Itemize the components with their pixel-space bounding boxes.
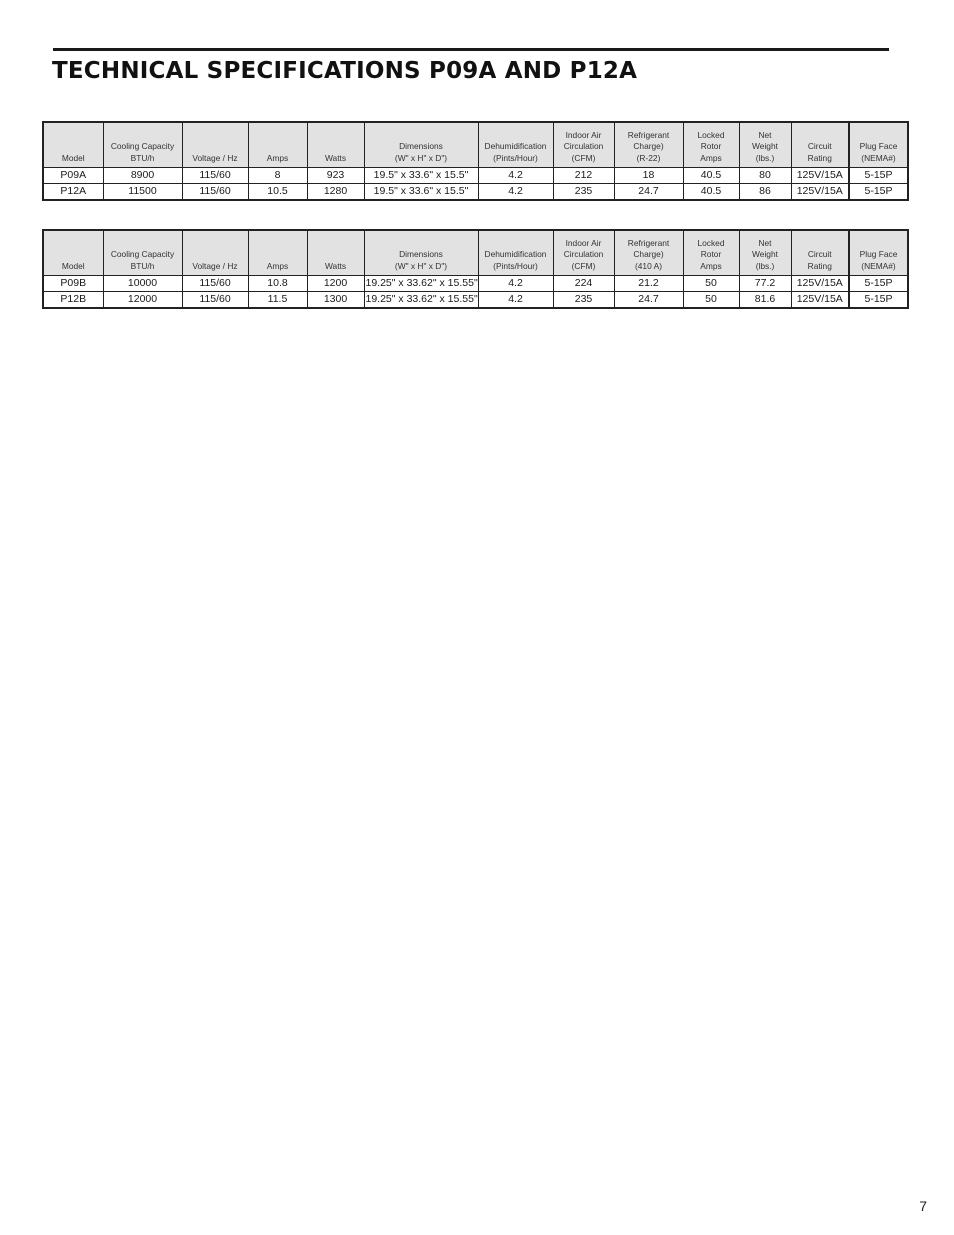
table-cell: 19.25" x 33.62" x 15.55": [364, 292, 478, 309]
table-cell: 5-15P: [849, 168, 908, 184]
header-line: Dehumidification: [484, 249, 547, 259]
header-line: Rating: [807, 152, 832, 163]
table-cell: 115/60: [182, 276, 248, 292]
header-line: Dehumidification: [484, 141, 547, 151]
column-header: [103, 122, 182, 168]
column-header: [307, 122, 364, 168]
table-cell: 19.5" x 33.6" x 15.5": [364, 168, 478, 184]
table-cell: 50: [683, 292, 739, 309]
header-line: Amps: [700, 260, 722, 271]
header-line: Watts: [324, 260, 347, 271]
header-line: Model: [61, 152, 85, 163]
table-cell: 224: [553, 276, 614, 292]
table-cell: 18: [614, 168, 683, 184]
table-cell: 5-15P: [849, 276, 908, 292]
table-cell: 125V/15A: [791, 276, 849, 292]
spec-table-a: [42, 121, 909, 201]
column-header: [614, 230, 683, 276]
table-cell: 1200: [307, 276, 364, 292]
header-line: Net: [758, 237, 772, 248]
column-header: [478, 122, 553, 168]
column-header: [614, 122, 683, 168]
table-cell: 24.7: [614, 292, 683, 309]
header-line: (NEMA#): [861, 152, 896, 163]
table-cell: 235: [553, 292, 614, 309]
header-line: Amps: [266, 260, 289, 271]
table-cell: 77.2: [739, 276, 791, 292]
table-cell: 40.5: [683, 168, 739, 184]
table-cell: P12A: [43, 184, 103, 201]
table-cell: 19.5" x 33.6" x 15.5": [364, 184, 478, 201]
header-line: (410 A): [634, 260, 662, 271]
table-cell: 24.7: [614, 184, 683, 201]
header-line: (lbs.): [755, 260, 775, 271]
header-line: Cooling Capacity: [110, 249, 175, 259]
table-cell: 4.2: [478, 276, 553, 292]
header-line: Locked: [697, 237, 725, 248]
table-cell: 5-15P: [849, 184, 908, 201]
column-header: [364, 122, 478, 168]
header-line: Voltage / Hz: [192, 260, 238, 271]
header-row: [43, 230, 908, 276]
table-cell: 125V/15A: [791, 184, 849, 201]
header-line: BTU/h: [130, 260, 155, 271]
table-row: [43, 168, 908, 184]
table-cell: 923: [307, 168, 364, 184]
column-header: [103, 230, 182, 276]
title-rule: [53, 48, 889, 51]
table-cell: 4.2: [478, 168, 553, 184]
column-header: [553, 230, 614, 276]
table-cell: 12000: [103, 292, 182, 309]
table-cell: 80: [739, 168, 791, 184]
header-line: Circulation: [563, 249, 604, 259]
table-cell: 10.8: [248, 276, 307, 292]
table-cell: 125V/15A: [791, 168, 849, 184]
column-header: [248, 230, 307, 276]
table-cell: 115/60: [182, 168, 248, 184]
column-header: [43, 122, 103, 168]
table-cell: 21.2: [614, 276, 683, 292]
table-cell: 8: [248, 168, 307, 184]
header-line: Cooling Capacity: [110, 141, 175, 151]
header-line: (Pints/Hour): [493, 260, 538, 271]
header-line: (Pints/Hour): [493, 152, 538, 163]
header-line: Rating: [807, 260, 832, 271]
table-cell: 10000: [103, 276, 182, 292]
column-header: [683, 122, 739, 168]
page-title: TECHNICAL SPECIFICATIONS P09A AND P12A: [52, 58, 638, 84]
header-line: Refrigerant: [627, 129, 670, 140]
column-header: [478, 230, 553, 276]
header-row: [43, 122, 908, 168]
header-line: Refrigerant: [627, 237, 670, 248]
header-line: BTU/h: [130, 152, 155, 163]
header-line: Dimensions: [399, 141, 443, 151]
table-cell: 40.5: [683, 184, 739, 201]
table-row: [43, 184, 908, 201]
table-cell: 1280: [307, 184, 364, 201]
column-header: [182, 230, 248, 276]
column-header: [43, 230, 103, 276]
table-cell: 8900: [103, 168, 182, 184]
header-line: Rotor: [700, 249, 722, 259]
header-line: (CFM): [571, 152, 596, 163]
column-header: [791, 122, 849, 168]
header-line: Weight: [752, 141, 778, 151]
table-row: [43, 276, 908, 292]
table-cell: 11500: [103, 184, 182, 201]
header-line: Model: [61, 260, 85, 271]
column-header: [739, 122, 791, 168]
table-cell: 50: [683, 276, 739, 292]
column-header: [248, 122, 307, 168]
header-line: Plug Face: [859, 141, 898, 151]
header-line: Indoor Air: [565, 129, 602, 140]
header-line: Indoor Air: [565, 237, 602, 248]
header-line: Locked: [697, 129, 725, 140]
header-line: Circuit: [807, 249, 832, 259]
table-cell: 212: [553, 168, 614, 184]
table-cell: 81.6: [739, 292, 791, 309]
column-header: [739, 230, 791, 276]
header-line: (R-22): [636, 152, 661, 163]
header-line: (CFM): [571, 260, 596, 271]
table-cell: P12B: [43, 292, 103, 309]
header-line: Circuit: [807, 141, 832, 151]
table-cell: 19.25" x 33.62" x 15.55": [364, 276, 478, 292]
table-cell: P09B: [43, 276, 103, 292]
page-number: 7: [919, 1198, 927, 1214]
column-header: [849, 230, 908, 276]
header-line: Charge): [633, 141, 664, 151]
table-cell: 11.5: [248, 292, 307, 309]
header-line: Amps: [266, 152, 289, 163]
table-cell: 235: [553, 184, 614, 201]
table-cell: 115/60: [182, 292, 248, 309]
header-line: Weight: [752, 249, 778, 259]
column-header: [182, 122, 248, 168]
column-header: [849, 122, 908, 168]
table-row: [43, 292, 908, 309]
column-header: [364, 230, 478, 276]
header-line: Plug Face: [859, 249, 898, 259]
column-header: [307, 230, 364, 276]
header-line: Voltage / Hz: [192, 152, 238, 163]
header-line: Amps: [700, 152, 722, 163]
column-header: [553, 122, 614, 168]
header-line: (W" x H" x D"): [394, 260, 448, 271]
column-header: [791, 230, 849, 276]
header-line: (NEMA#): [861, 260, 896, 271]
header-line: Dimensions: [399, 249, 443, 259]
table-cell: 4.2: [478, 292, 553, 309]
header-line: Rotor: [700, 141, 722, 151]
table-cell: 1300: [307, 292, 364, 309]
table-cell: 115/60: [182, 184, 248, 201]
column-header: [683, 230, 739, 276]
header-line: Circulation: [563, 141, 604, 151]
table-cell: 86: [739, 184, 791, 201]
table-cell: 5-15P: [849, 292, 908, 309]
header-line: Watts: [324, 152, 347, 163]
header-line: Charge): [633, 249, 664, 259]
table-cell: 10.5: [248, 184, 307, 201]
table-cell: P09A: [43, 168, 103, 184]
header-line: (W" x H" x D"): [394, 152, 448, 163]
table-cell: 4.2: [478, 184, 553, 201]
table-cell: 125V/15A: [791, 292, 849, 309]
header-line: (lbs.): [755, 152, 775, 163]
spec-table-b: [42, 229, 909, 309]
header-line: Net: [758, 129, 772, 140]
